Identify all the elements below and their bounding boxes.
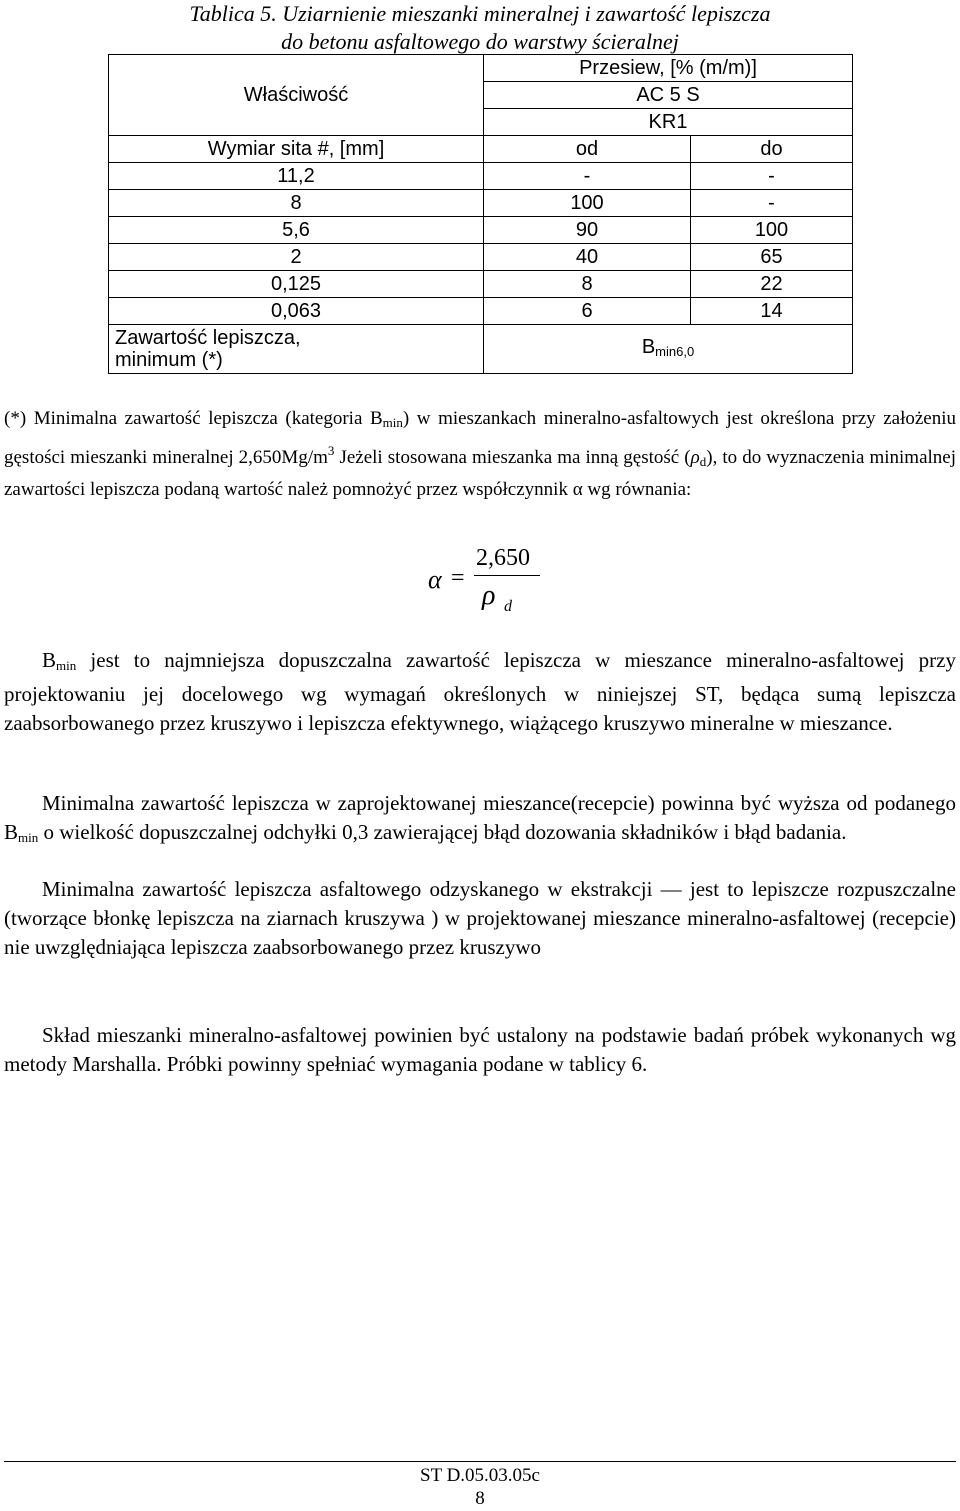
note-text-3: Jeżeli stosowana mieszanka ma inną gęstość ( [334, 447, 691, 468]
formula-alpha: α [428, 565, 442, 594]
from-cell: 8 [484, 271, 691, 298]
table-row [109, 163, 853, 190]
property-header: Właściwość [109, 55, 484, 136]
para2-sub: min [18, 830, 39, 845]
binder-label-line-1: Zawartość lepiszcza, [115, 327, 301, 349]
note-sup: 3 [327, 443, 335, 458]
to-cell: 100 [691, 217, 853, 244]
binder-value [484, 325, 853, 374]
sieve-cell: 11,2 [109, 163, 484, 190]
sieve-cell: 8 [109, 190, 484, 217]
alpha-formula [424, 540, 564, 620]
to-header: do [691, 136, 853, 163]
note-text-4: ), to do wyznaczenia minimalnej zawartości lepiszcza podaną wartość należ pomnożyć przez współczynnik α wg równania: [4, 447, 957, 500]
table-header-row [109, 136, 853, 163]
sieve-cell: 5,6 [109, 217, 484, 244]
table-row [109, 244, 853, 271]
sieve-cell: 0,125 [109, 271, 484, 298]
caption-line-2: do betonu asfaltowego do warstwy ścieralnej [281, 29, 679, 54]
para2-text-2: o wielkość dopuszczalnej odchyłki 0,3 zawierającej błąd dozowania składników i błąd badania. [38, 820, 847, 844]
to-cell: - [691, 163, 853, 190]
binder-value-main: B [641, 335, 656, 358]
binder-label-line-2: minimum (*) [115, 349, 223, 371]
table-row [109, 217, 853, 244]
binder-label [109, 325, 484, 374]
para4-text: Skład mieszanki mineralno-asfaltowej powinien być ustalony na podstawie badań próbek wykonanych wg metody Marshalla. Próbki powinny spełniać wymagania podane w tablicy 6. [4, 1023, 956, 1076]
table-header-row [109, 55, 853, 82]
to-cell: 14 [691, 298, 853, 325]
table-row [109, 190, 853, 217]
from-cell: 90 [484, 217, 691, 244]
from-cell: - [484, 163, 691, 190]
from-cell: 6 [484, 298, 691, 325]
caption-line-1: Tablica 5. Uziarnienie mieszanki mineralnej i zawartość lepiszcza [189, 1, 771, 26]
note-sub-d: d [699, 454, 707, 469]
para1-sub: min [56, 658, 77, 673]
from-cell: 40 [484, 244, 691, 271]
formula-rho-sub: d [504, 598, 512, 615]
para3-text: Minimalna zawartość lepiszcza asfaltowego odzyskanego w ekstrakcji — jest to lepiszcze rozpuszczalne (tworzące błonkę lepiszcza na ziarnach kruszywa ) w projektowanej mieszance mineralno-asfaltowej (recepcie) nie uwzględniająca lepiszcza zaabsorbowanego przez kruszywo [4, 877, 956, 959]
sieve-cell: 0,063 [109, 298, 484, 325]
traffic-category-header: KR1 [484, 109, 853, 136]
footnote [4, 405, 956, 504]
sieve-header: Wymiar sita #, [mm] [109, 136, 484, 163]
paragraph-extraction [4, 875, 956, 962]
para1-lead: B [42, 648, 57, 672]
table-caption [0, 0, 960, 56]
from-header: od [484, 136, 691, 163]
to-cell: - [691, 190, 853, 217]
fraction-bar [474, 575, 540, 576]
formula-equals: = [451, 565, 465, 591]
paragraph-min-content [4, 789, 956, 852]
footer-page-number: 8 [475, 1488, 485, 1509]
paragraph-marshall [4, 1021, 956, 1079]
paragraph-bmin-definition [4, 646, 956, 738]
mix-type-header: AC 5 S [484, 82, 853, 109]
note-sub-min: min [382, 415, 403, 430]
table-row [109, 298, 853, 325]
para1-text: jest to najmniejsza dopuszczalna zawartość lepiszcza w mieszance mineralno-asfaltowej przy projektowaniu jej docelowego wg wymagań określonych w niniejszej ST, będąca sumą lepiszcza zaabsorbowanego przez kruszywo i lepiszcza efektywnego, wiążącego kruszywo mineralne w mieszance. [4, 648, 956, 735]
to-cell: 22 [691, 271, 853, 298]
to-cell: 65 [691, 244, 853, 271]
note-text-1: (*) Minimalna zawartość lepiszcza (kategoria B [4, 408, 383, 429]
grading-table [108, 54, 853, 374]
formula-rho: ρ [482, 580, 496, 611]
binder-row [109, 325, 853, 374]
para2-text-1: Minimalna zawartość lepiszcza w zaprojektowanej mieszance(recepcie) powinna być wyższa od podanego B [4, 791, 956, 844]
table-row [109, 271, 853, 298]
passing-header: Przesiew, [% (m/m)] [484, 55, 853, 82]
note-text-2: ) w mieszankach mineralno-asfaltowych jest określona przy założeniu gęstości mieszanki mineralnej 2,650Mg/m [4, 408, 956, 468]
footer-spec-code: ST D.05.03.05c [420, 1465, 540, 1486]
binder-value-sub: min6,0 [655, 343, 695, 359]
sieve-cell: 2 [109, 244, 484, 271]
from-cell: 100 [484, 190, 691, 217]
footer-rule [4, 1461, 956, 1462]
formula-numerator: 2,650 [476, 545, 530, 571]
note-rho: ρ [690, 447, 700, 468]
